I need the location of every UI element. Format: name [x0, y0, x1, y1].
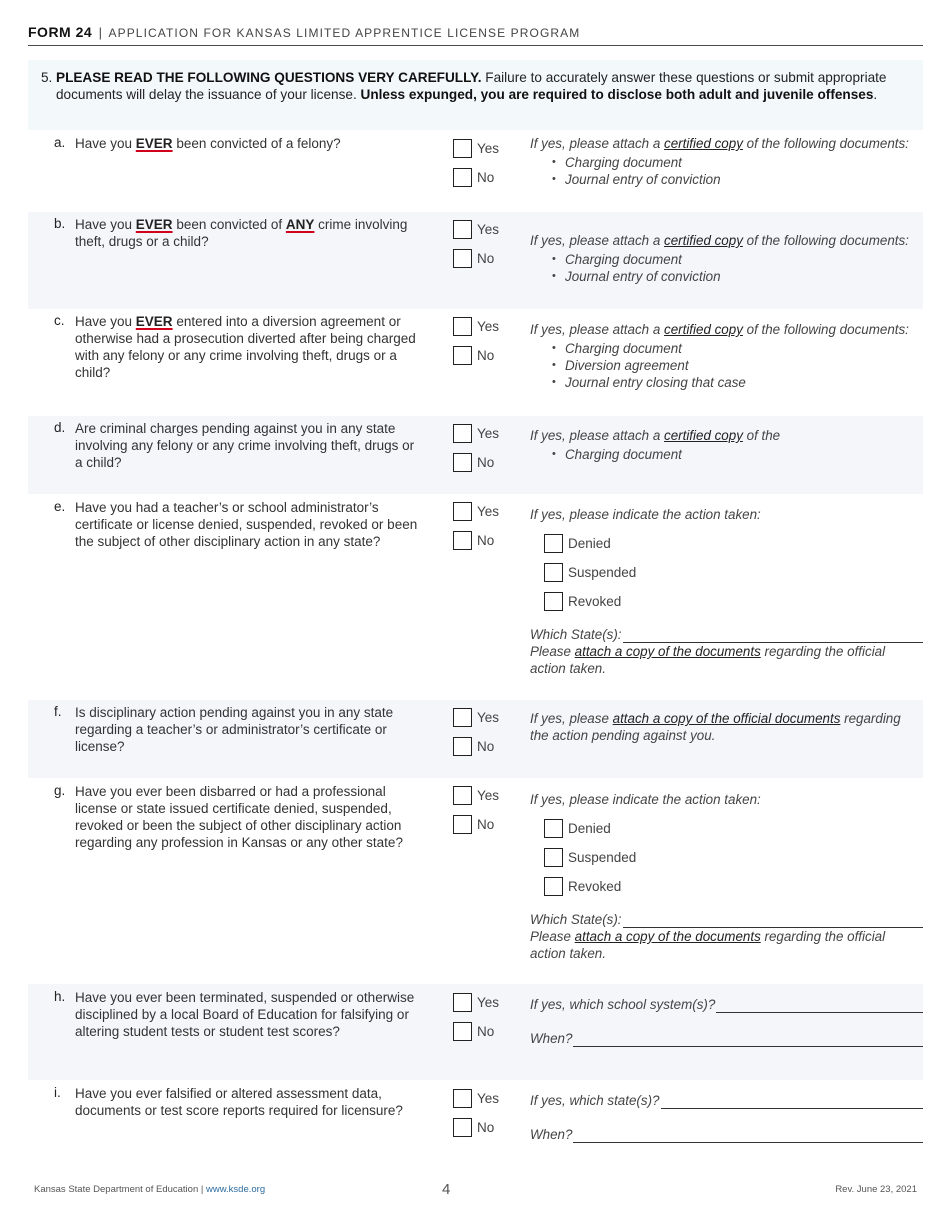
emphasis-ever: EVER	[135, 314, 173, 329]
question-d-text: Are criminal charges pending against you in any state involving any felony or any crime involving theft, drugs or a child?	[75, 421, 415, 470]
suspended-checkbox[interactable]	[544, 563, 563, 582]
action-revoked-option[interactable]: Revoked	[544, 872, 923, 901]
question-c-text: Have you EVER entered into a diversion agreement or otherwise had a prosecution diverted after being charged with any felony or any crime involving theft, drugs or a child?	[75, 314, 416, 380]
question-e-row	[28, 494, 923, 700]
question-a-answers	[453, 134, 499, 192]
question-letter: e.	[54, 499, 66, 514]
question-g-row	[28, 778, 923, 984]
footer-organization: Kansas State Department of Education | www.ksde.org	[34, 1184, 266, 1195]
question-letter: a.	[54, 135, 66, 150]
action-denied-option[interactable]: Denied	[544, 529, 923, 558]
question-c-answers	[453, 312, 499, 370]
question-f-answers	[453, 703, 499, 761]
emphasis-ever: EVER	[135, 217, 173, 232]
yes-checkbox[interactable]	[453, 993, 472, 1012]
denied-checkbox[interactable]	[544, 534, 563, 553]
question-i-text: Have you ever falsified or altered assessment data, documents or test score reports required for licensure?	[75, 1086, 403, 1118]
form-number: FORM 24	[28, 24, 93, 40]
no-checkbox[interactable]	[453, 346, 472, 365]
school-system-line[interactable]	[716, 999, 923, 1013]
yes-checkbox[interactable]	[453, 1089, 472, 1108]
no-checkbox[interactable]	[453, 168, 472, 187]
when-field[interactable]: When?	[530, 1030, 923, 1047]
list-item: • Diversion agreement	[552, 357, 923, 374]
question-h-no-option[interactable]: No	[453, 1017, 499, 1046]
section-number: 5.	[41, 70, 53, 85]
yes-checkbox[interactable]	[453, 317, 472, 336]
question-d-row	[28, 416, 923, 494]
question-letter: c.	[54, 313, 65, 328]
required-documents-list	[552, 340, 923, 391]
question-letter: f.	[54, 704, 62, 719]
action-revoked-option[interactable]: Revoked	[544, 587, 923, 616]
action-denied-option[interactable]: Denied	[544, 814, 923, 843]
question-g-yes-option[interactable]: Yes	[453, 781, 499, 810]
emphasis-any: ANY	[285, 217, 315, 232]
yes-checkbox[interactable]	[453, 502, 472, 521]
question-d-no-option[interactable]: No	[453, 448, 499, 477]
question-i-no-option[interactable]: No	[453, 1113, 499, 1142]
which-state-field[interactable]: If yes, which state(s)?	[530, 1092, 923, 1109]
instruction-text: Failure to accurately answer these questions or submit appropriate documents will delay the issuance of your license.	[56, 70, 887, 102]
page-number: 4	[442, 1181, 451, 1198]
question-g-instructions: If yes, please indicate the action taken: Denied Suspended Revoked Which State(s): Please attach a copy of the documents regarding the official action taken.	[530, 791, 923, 962]
question-c-instructions: If yes, please attach a certified copy of the following documents: • Charging document • Diversion agreement • Journal entry closing that case	[530, 321, 923, 391]
list-item: • Journal entry closing that case	[552, 374, 923, 391]
question-b-yes-option[interactable]: Yes	[453, 215, 499, 244]
action-suspended-option[interactable]: Suspended	[544, 558, 923, 587]
which-states-line[interactable]	[623, 629, 923, 643]
question-i-answers	[453, 1084, 499, 1142]
attach-documents-note: Please attach a copy of the documents regarding the official action taken.	[530, 644, 886, 676]
no-checkbox[interactable]	[453, 815, 472, 834]
emphasis-ever: EVER	[135, 136, 173, 151]
which-states-line[interactable]	[623, 914, 923, 928]
no-checkbox[interactable]	[453, 1022, 472, 1041]
yes-checkbox[interactable]	[453, 139, 472, 158]
question-b-answers	[453, 215, 499, 273]
question-e-yes-option[interactable]: Yes	[453, 497, 499, 526]
list-item: • Journal entry of conviction	[552, 171, 923, 188]
list-item: • Charging document	[552, 446, 923, 463]
action-suspended-option[interactable]: Suspended	[544, 843, 923, 872]
question-e-text: Have you had a teacher’s or school administrator’s certificate or license denied, suspended, revoked or been the subject of other disciplinary action in any state?	[75, 500, 418, 549]
question-e-answers	[453, 497, 499, 555]
yes-checkbox[interactable]	[453, 786, 472, 805]
section-5-instructions: 5. PLEASE READ THE FOLLOWING QUESTIONS VERY CAREFULLY. Failure to accurately answer these questions or submit appropriate documents will delay the issuance of your license. Unless expunged, you are required to disclose both adult and juvenile offenses.	[28, 60, 923, 130]
revoked-checkbox[interactable]	[544, 877, 563, 896]
instruction-disclosure: Unless expunged, you are required to disclose both adult and juvenile offenses	[360, 87, 874, 102]
question-h-text: Have you ever been terminated, suspended or otherwise disciplined by a local Board of Education for falsifying or altering student tests or student test scores?	[75, 990, 415, 1039]
question-g-text: Have you ever been disbarred or had a professional license or state issued certificate denied, suspended, revoked or been the subject of other disciplinary action regarding any profession in Kansas or any other state?	[75, 784, 403, 850]
question-g-no-option[interactable]: No	[453, 810, 499, 839]
question-c-row	[28, 309, 923, 416]
question-c-no-option[interactable]: No	[453, 341, 499, 370]
question-letter: d.	[54, 420, 66, 435]
list-item: • Journal entry of conviction	[552, 268, 923, 285]
question-h-yes-option[interactable]: Yes	[453, 988, 499, 1017]
question-a-row	[28, 130, 923, 212]
question-b-row	[28, 212, 923, 309]
question-h-row	[28, 984, 923, 1080]
which-states-field[interactable]: Which State(s):	[530, 626, 923, 643]
required-documents-list	[552, 251, 923, 285]
yes-checkbox[interactable]	[453, 424, 472, 443]
question-i-row	[28, 1080, 923, 1150]
question-letter: b.	[54, 216, 66, 231]
header-separator: |	[98, 25, 103, 40]
question-letter: i.	[54, 1085, 61, 1100]
when-field[interactable]: When?	[530, 1126, 923, 1143]
question-d-instructions: If yes, please attach a certified copy of the • Charging document	[530, 427, 923, 463]
list-item: • Charging document	[552, 340, 923, 357]
action-taken-options	[544, 814, 923, 901]
yes-checkbox[interactable]	[453, 708, 472, 727]
suspended-checkbox[interactable]	[544, 848, 563, 867]
question-c-yes-option[interactable]: Yes	[453, 312, 499, 341]
question-b-no-option[interactable]: No	[453, 244, 499, 273]
list-item: • Charging document	[552, 251, 923, 268]
question-f-no-option[interactable]: No	[453, 732, 499, 761]
question-e-no-option[interactable]: No	[453, 526, 499, 555]
yes-checkbox[interactable]	[453, 220, 472, 239]
question-letter: g.	[54, 783, 66, 798]
question-i-instructions	[530, 1092, 923, 1143]
question-i-yes-option[interactable]: Yes	[453, 1084, 499, 1113]
question-f-yes-option[interactable]: Yes	[453, 703, 499, 732]
question-h-answers	[453, 988, 499, 1046]
question-f-text: Is disciplinary action pending against you in any state regarding a teacher’s or administrator’s certificate or license?	[75, 705, 394, 754]
denied-checkbox[interactable]	[544, 819, 563, 838]
instruction-heading: PLEASE READ THE FOLLOWING QUESTIONS VERY CAREFULLY.	[56, 70, 482, 85]
school-system-field[interactable]: If yes, which school system(s)?	[530, 996, 923, 1013]
question-g-answers	[453, 781, 499, 839]
question-e-instructions: If yes, please indicate the action taken: Denied Suspended Revoked Which State(s): Please attach a copy of the documents regarding the official action taken.	[530, 506, 923, 677]
question-f-row	[28, 700, 923, 778]
no-checkbox[interactable]	[453, 737, 472, 756]
required-documents-list	[552, 154, 923, 188]
no-checkbox[interactable]	[453, 453, 472, 472]
question-b-text: Have you EVER been convicted of ANY crime involving theft, drugs or a child?	[75, 217, 408, 249]
question-d-yes-option[interactable]: Yes	[453, 419, 499, 448]
when-line[interactable]	[573, 1129, 923, 1143]
form-header	[28, 24, 923, 46]
revision-date: Rev. June 23, 2021	[835, 1184, 917, 1195]
question-f-instructions: If yes, please attach a copy of the official documents regarding the action pending against you.	[530, 711, 901, 743]
question-a-text: Have you EVER been convicted of a felony?	[75, 136, 341, 151]
question-b-instructions: If yes, please attach a certified copy of the following documents: • Charging document • Journal entry of conviction	[530, 232, 923, 285]
question-a-yes-option[interactable]: Yes	[453, 134, 499, 163]
question-a-no-option[interactable]: No	[453, 163, 499, 192]
question-d-answers	[453, 419, 499, 477]
ksde-website-link[interactable]: www.ksde.org	[205, 1184, 266, 1195]
form-title: APPLICATION FOR KANSAS LIMITED APPRENTICE LICENSE PROGRAM	[108, 26, 581, 40]
no-checkbox[interactable]	[453, 249, 472, 268]
no-checkbox[interactable]	[453, 1118, 472, 1137]
question-h-instructions	[530, 996, 923, 1047]
revoked-checkbox[interactable]	[544, 592, 563, 611]
which-states-field[interactable]: Which State(s):	[530, 911, 923, 928]
action-taken-options	[544, 529, 923, 616]
no-checkbox[interactable]	[453, 531, 472, 550]
question-a-instructions: If yes, please attach a certified copy of the following documents: • Charging document • Journal entry of conviction	[530, 135, 923, 188]
required-documents-list	[552, 446, 923, 463]
which-state-line[interactable]	[661, 1095, 924, 1109]
when-line[interactable]	[573, 1033, 923, 1047]
question-letter: h.	[54, 989, 66, 1004]
attach-documents-note: Please attach a copy of the documents regarding the official action taken.	[530, 929, 886, 961]
list-item: • Charging document	[552, 154, 923, 171]
